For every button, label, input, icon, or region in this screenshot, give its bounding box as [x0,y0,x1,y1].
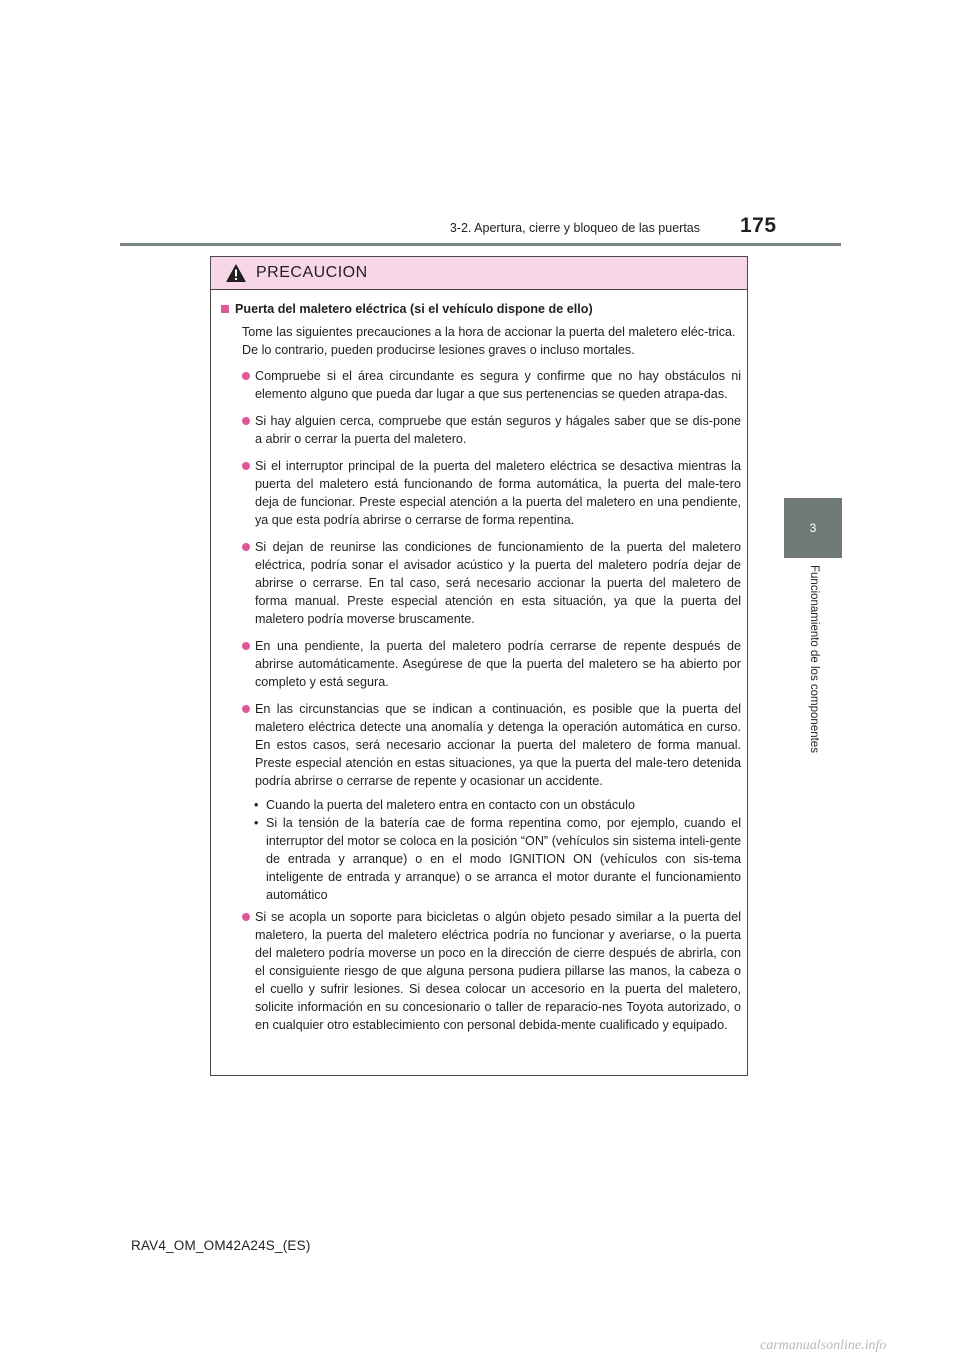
intro-line: Tome las siguientes precauciones a la hora de accionar la puerta del maletero eléc-trica. [242,325,736,339]
chapter-tab-number: 3 [809,521,817,535]
sub-list-item [254,814,741,904]
page-number: 175 [740,214,777,237]
round-bullet-icon [242,462,250,470]
caution-box [210,256,748,1076]
list-item-text: Si dejan de reunirse las condiciones de funcionamiento de la puerta del maletero eléctrica, podría sonar el avisador acústico y la puerta del maletero podría dejar de abrirse o cerrarse. En tal caso, será necesario accionar la puerta del maletero de forma manual. Preste especial atención en esta situación, ya que la puerta del maletero podría moverse bruscamente. [255,540,741,626]
chapter-side-label [800,565,824,785]
round-bullet-icon [242,543,250,551]
round-bullet-icon [242,642,250,650]
list-item [242,538,741,628]
intro-line: De lo contrario, pueden producirse lesiones graves o incluso mortales. [242,343,635,357]
square-bullet-icon [221,305,229,313]
warning-triangle-icon [225,263,247,283]
header-divider [120,243,841,246]
list-item [242,637,741,691]
sub-list [254,796,741,904]
round-bullet-icon [242,372,250,380]
list-item-text: Compruebe si el área circundante es segura y confirme que no hay obstáculos ni elemento alguno que pueda dar lugar a que sus pertenencias se queden atrapa-das. [255,369,741,401]
round-bullet-icon [242,705,250,713]
list-item-text: Si el interruptor principal de la puerta del maletero eléctrica se desactiva mientras la puerta del maletero está funcionando de forma automática, la puerta del male-tero deja de funcionar. Preste especial atención a la puerta del maletero en una pendiente, ya que esta podría abrirse o cerrarse de forma repentina. [255,459,741,527]
caution-title: PRECAUCION [256,264,368,281]
intro-paragraph [220,323,741,359]
header-section-title: 3-2. Apertura, cierre y bloqueo de las puertas [449,221,700,235]
list-item [242,412,741,448]
dot-bullet-icon: • [254,798,259,812]
section-heading-text: Puerta del maletero eléctrica (si el vehículo dispone de ello) [235,302,593,316]
round-bullet-icon [242,417,250,425]
list-item [242,367,741,403]
sub-list-item [254,796,741,814]
list-item [242,457,741,529]
section-heading [220,300,741,318]
list-item-text: En las circunstancias que se indican a continuación, es posible que la puerta del maletero eléctrica detecte una anomalía y detenga la operación automática en curso. En estos casos, será necesario accionar la puerta del maletero de forma manual. Preste especial atención en estas situaciones, ya que la puerta del male-tero detenida podría abrirse o cerrarse de repente y ocasionar un accidente. [255,702,741,788]
sub-list-item-text: Si la tensión de la batería cae de forma repentina como, por ejemplo, cuando el interruptor del motor se coloca en la posición “ON” (vehículos sin sistema inteli-gente de entrada y arranque) o en el modo IGNITION ON (vehículos con sis-tema inteligente de entrada y arranque) o se arranca el motor durante el funcionamiento automático [266,816,741,902]
chapter-tab [784,498,842,558]
round-bullet-icon [242,913,250,921]
list-item-text: Si hay alguien cerca, compruebe que están seguros y hágales saber que se dis-pone a abrir o cerrar la puerta del maletero. [255,414,741,446]
list-item [242,700,741,790]
list-item-text: Si se acopla un soporte para bicicletas o algún objeto pesado similar a la puerta del maletero, la puerta del maletero eléctrica podría no funcionar y averiarse, o la puerta del maletero podría moverse un poco en la dirección de cierre después de abrirla, con el consiguiente riesgo de que alguna persona pudiera pillarse las manos, la cabeza o el cuello y sufrir lesiones. Si desea colocar un accesorio en la puerta del maletero, solicite información en su concesionario o taller de reparacio-nes Toyota autorizado, o en cualquier otro establecimiento con personal debida-mente cualificado y equipado. [255,910,741,1032]
chapter-side-label-text: Funcionamiento de los componentes [808,565,820,753]
caution-body [211,290,747,1034]
footer-manual-code: RAV4_OM_OM42A24S_(ES) [131,1238,311,1253]
caution-header [211,257,747,290]
sub-list-item-text: Cuando la puerta del maletero entra en contacto con un obstáculo [266,798,635,812]
dot-bullet-icon: • [254,816,259,830]
list-item-text: En una pendiente, la puerta del maletero podría cerrarse de repente después de abrirse automáticamente. Asegúrese de que la puerta del maletero se ha abierto por completo y está segura. [255,639,741,689]
list-item [242,908,741,1034]
watermark: carmanualsonline.info [760,1338,887,1353]
